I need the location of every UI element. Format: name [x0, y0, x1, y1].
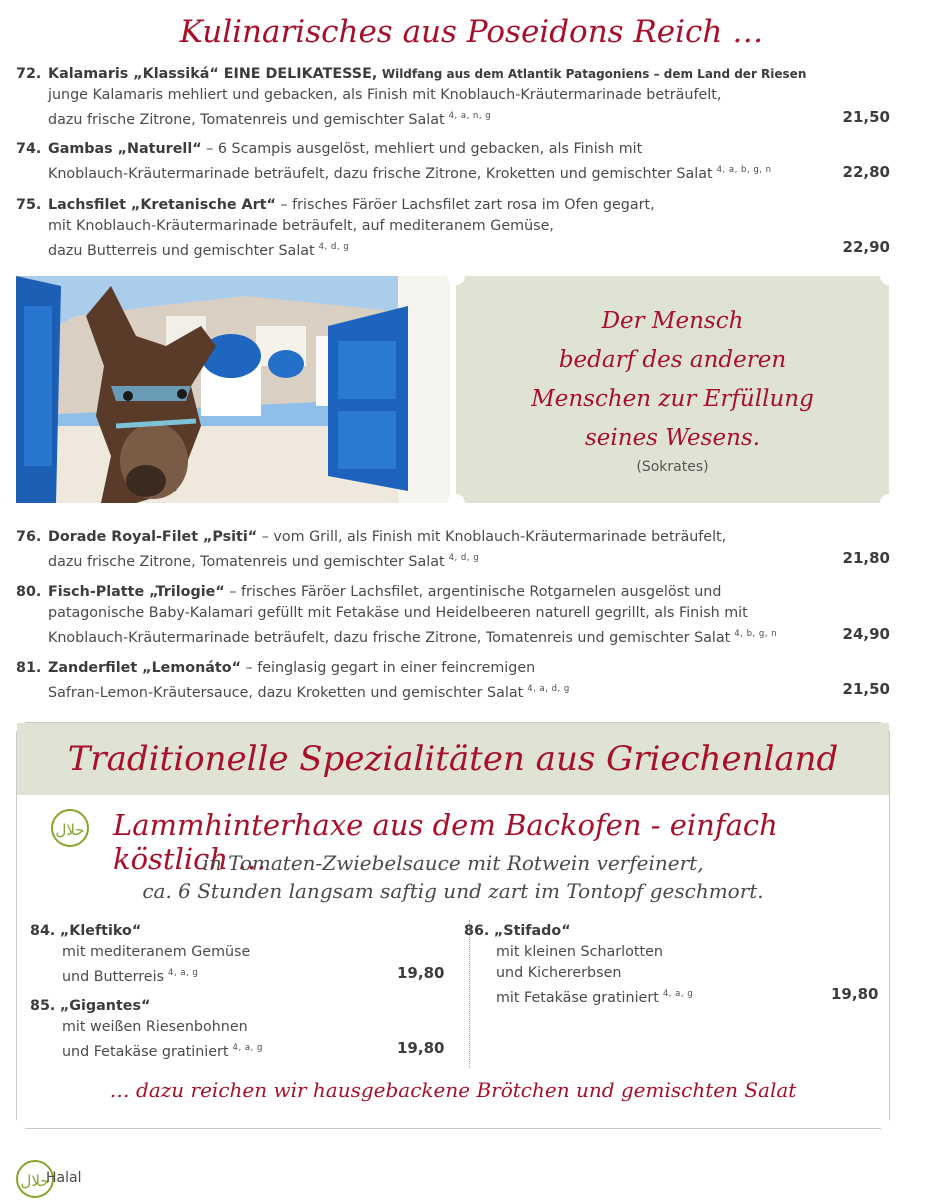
item-desc: dazu frische Zitrone, Tomatenreis und gemischter Salat	[48, 112, 445, 128]
item-desc: patagonische Baby-Kalamari gefüllt mit Fetakäse und Heidelbeeren naturell gegrillt, als Finish mit	[48, 605, 748, 621]
item-number: 84.	[30, 923, 56, 939]
item-name: Gambas „Naturell“	[48, 141, 202, 157]
quote-line: Menschen zur Erfüllung	[531, 386, 814, 412]
item-desc: mit mediteranem Gemüse	[62, 944, 251, 960]
allergen-codes: 4, a, n, g	[448, 111, 492, 121]
item-desc: – frisches Färöer Lachsfilet zart rosa im Ofen gegart,	[275, 197, 655, 213]
item-number: 81.	[16, 660, 42, 676]
lamb-title: Lammhinterhaxe aus dem Backofen - einfach köstlich …	[113, 808, 778, 876]
allergen-codes: 4, a, d, g	[527, 684, 570, 694]
quote-line: bedarf des anderen	[558, 347, 787, 373]
item-number: 75.	[16, 197, 42, 213]
section-title-traditional: Traditionelle Spezialitäten aus Griechenland	[67, 739, 839, 779]
item-desc: Knoblauch-Kräutermarinade beträufelt, dazu frische Zitrone, Kroketten und gemischter Salat	[48, 166, 713, 182]
item-desc: mit kleinen Scharlotten	[496, 944, 663, 960]
item-number: 85.	[30, 998, 56, 1014]
menu-item-85	[30, 996, 263, 1063]
item-desc: – frisches Färöer Lachsfilet, argentinische Rotgarnelen ausgelöst und	[224, 584, 722, 600]
item-desc: Safran-Lemon-Kräutersauce, dazu Kroketten und gemischter Salat	[48, 685, 524, 701]
menu-item-72	[16, 64, 890, 131]
item-desc: mit weißen Riesenbohnen	[62, 1019, 248, 1035]
lamb-subtitle: ca. 6 Stunden langsam saftig und zart im Tontopf geschmort.	[142, 879, 764, 903]
allergen-codes: 4, b, g, n	[734, 629, 778, 639]
allergen-codes: 4, a, g	[662, 989, 694, 999]
item-price: 22,90	[842, 238, 890, 256]
box-header	[17, 723, 889, 795]
box-corner	[7, 1120, 25, 1138]
item-price: 19,80	[397, 964, 445, 982]
item-price: 19,80	[831, 985, 879, 1003]
item-desc: – feinglasig gegart in einer feincremigen	[240, 660, 536, 676]
quote-line: Der Mensch	[601, 308, 744, 334]
item-number: 72.	[16, 66, 42, 82]
item-number: 80.	[16, 584, 42, 600]
item-name: Zanderfilet „Lemonáto“	[48, 660, 241, 676]
allergen-codes: 4, a, g	[232, 1043, 263, 1053]
halal-legend-label: Halal	[46, 1170, 82, 1186]
item-name: Dorade Royal-Filet „Psiti“	[48, 529, 258, 545]
lamb-subtitle: in Tomaten-Zwiebelsauce mit Rotwein verfeinert,	[202, 851, 704, 875]
item-price: 21,50	[842, 108, 890, 126]
item-price: 19,80	[397, 1039, 445, 1057]
halal-legend-icon: حلال	[16, 1160, 54, 1198]
item-desc: und Butterreis	[62, 969, 165, 985]
menu-item-86	[464, 921, 693, 1009]
allergen-codes: 4, a, b, g, n	[716, 165, 772, 175]
item-name: Fisch-Platte „Trilogie“	[48, 584, 225, 600]
item-price: 22,80	[842, 163, 890, 181]
item-desc: – vom Grill, als Finish mit Knoblauch-Kräutermarinade beträufelt,	[257, 529, 727, 545]
menu-item-81	[16, 658, 890, 704]
item-desc: und Kichererbsen	[496, 965, 622, 981]
menu-item-84	[30, 921, 250, 988]
panel-corner	[447, 494, 465, 512]
quote-text	[456, 302, 889, 458]
allergen-codes: 4, a, g	[168, 968, 199, 978]
item-name: „Gigantes“	[59, 998, 151, 1014]
allergen-codes: 4, d, g	[318, 242, 350, 252]
panel-corner	[880, 267, 898, 285]
quote-panel	[456, 276, 889, 503]
item-desc: mit Knoblauch-Kräutermarinade beträufelt, auf mediteranem Gemüse,	[48, 218, 554, 234]
quote-author: (Sokrates)	[636, 459, 709, 475]
item-note: Wildfang aus dem Atlantik Patagoniens – dem Land der Riesen	[381, 67, 807, 81]
item-desc: dazu Butterreis und gemischter Salat	[48, 243, 315, 259]
menu-item-76	[16, 527, 890, 573]
quote-line: seines Wesens.	[584, 425, 761, 451]
allergen-codes: 4, d, g	[448, 553, 480, 563]
item-desc: und Fetakäse gratiniert	[62, 1044, 229, 1060]
item-price: 24,90	[842, 625, 890, 643]
panel-corner	[447, 267, 465, 285]
item-number: 76.	[16, 529, 42, 545]
panel-corner	[880, 494, 898, 512]
donkey-santorini-photo	[16, 276, 450, 503]
item-name: Lachsfilet „Kretanische Art“	[48, 197, 276, 213]
menu-item-80	[16, 582, 890, 649]
photo-illustration	[16, 276, 450, 503]
item-name: Kalamaris „Klassiká“ EINE DELIKATESSE,	[48, 66, 378, 82]
item-desc: junge Kalamaris mehliert und gebacken, als Finish mit Knoblauch-Kräutermarinade beträufelt,	[48, 87, 722, 103]
menu-item-74	[16, 139, 890, 185]
halal-icon: حلال	[51, 809, 89, 847]
item-number: 86.	[464, 923, 490, 939]
item-name: „Stifado“	[493, 923, 571, 939]
item-price: 21,50	[842, 680, 890, 698]
item-desc: mit Fetakäse gratiniert	[496, 990, 659, 1006]
item-desc: dazu frische Zitrone, Tomatenreis und gemischter Salat	[48, 554, 445, 570]
item-number: 74.	[16, 141, 42, 157]
menu-item-75	[16, 195, 890, 262]
item-desc: – 6 Scampis ausgelöst, mehliert und gebacken, als Finish mit	[201, 141, 643, 157]
box-corner	[881, 1120, 899, 1138]
traditional-specialties-box	[16, 722, 890, 1129]
item-name: „Kleftiko“	[59, 923, 142, 939]
item-price: 21,80	[842, 549, 890, 567]
section-title-seafood: Kulinarisches aus Poseidons Reich …	[179, 14, 764, 50]
box-footer-note: … dazu reichen wir hausgebackene Brötchen und gemischten Salat	[109, 1078, 797, 1102]
item-desc: Knoblauch-Kräutermarinade beträufelt, dazu frische Zitrone, Tomatenreis und gemischter Salat	[48, 630, 731, 646]
